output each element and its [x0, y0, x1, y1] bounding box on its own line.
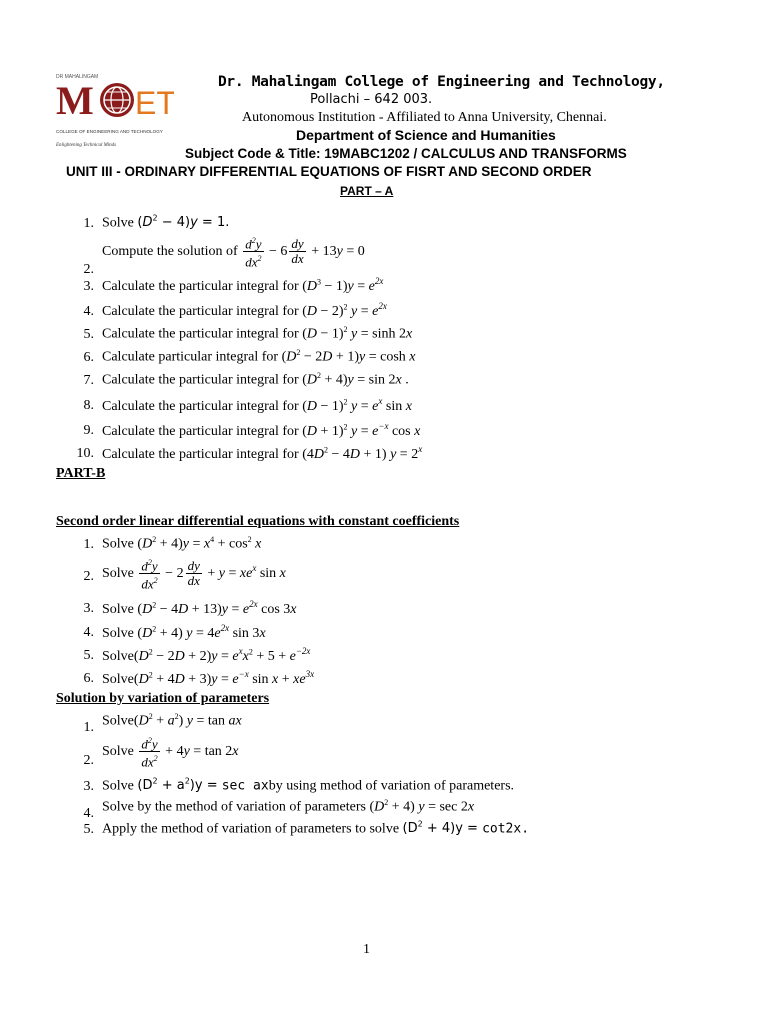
question-number: 2.	[83, 569, 94, 584]
department-name: Department of Science and Humanities	[296, 127, 556, 143]
college-logo	[54, 70, 174, 152]
question-a5: Calculate the particular integral for $(D - 1)^2$ y = sinh 2x	[102, 325, 413, 342]
logo-tagline: Enlightening Technical Minds	[56, 143, 117, 148]
question-a10: Calculate the particular integral for $(4D^2 - 4D + 1) y = 2^x$	[102, 444, 423, 462]
part-b-heading: PART-B	[56, 466, 106, 481]
question-a4: Calculate the particular integral for $(D - 2)^2$ $y = e^{2x}$	[102, 301, 387, 319]
part-a-heading: PART – A	[340, 184, 394, 198]
question-c4: Solve by the method of variation of parameters $(D^2 + 4) y = \sec 2x$	[102, 798, 475, 815]
question-number: 3.	[83, 601, 94, 616]
question-c5: Apply the method of variation of parameters to solve $(D^2 + 4)y = \cot 2x$.	[102, 820, 530, 837]
section-constant-coefficients: Second order linear differential equations with constant coefficients	[56, 514, 460, 529]
question-number: 1.	[83, 216, 94, 231]
question-number: 5.	[83, 648, 94, 663]
question-b2: Solve $\frac{d^2y}{dx^2}$ − 2 $\frac{dy}{dx}$ + $y = xe^x$ sin x	[102, 558, 286, 592]
question-a2: Compute the solution of $\frac{d^2y}{dx^2}$ − 6 $\frac{dy}{dx}$ + 13y = 0	[102, 236, 365, 270]
college-name: Dr. Mahalingam College of Engineering and Technology,	[218, 74, 665, 90]
question-b1: Solve $(D^2 + 4)y = x^4 + \cos^2 x$	[102, 535, 262, 552]
svg-text:ET: ET	[135, 85, 174, 121]
question-b4: Solve $(D^2 + 4) y = 4e^{2x}$ sin 3x	[102, 623, 266, 641]
question-number: 4.	[83, 625, 94, 640]
unit-title: UNIT III - ORDINARY DIFFERENTIAL EQUATIONS OF FISRT AND SECOND ORDER	[66, 164, 592, 179]
question-number: 5.	[83, 327, 94, 342]
svg-text:M: M	[56, 78, 94, 123]
question-number: 3.	[83, 279, 94, 294]
question-a9: Calculate the particular integral for $(D + 1)^2$ $y = e^{-x}$ cos x	[102, 421, 421, 439]
question-number: 4.	[83, 304, 94, 319]
question-a3: Calculate the particular integral for $(D^3 - 1)y = e^{2x}$	[102, 276, 384, 294]
logo-top-text: DR MAHALINGAM	[56, 74, 99, 80]
question-number: 5.	[83, 822, 94, 837]
question-number: 8.	[83, 398, 94, 413]
question-c3: Solve $(D^2 + a^2)y = \sec$ axby using method of variation of parameters.	[102, 777, 515, 794]
question-number: 6.	[83, 671, 94, 686]
college-location: Pollachi – 642 003.	[310, 92, 433, 107]
question-number: 2.	[83, 753, 94, 768]
question-number: 6.	[83, 350, 94, 365]
subject-title: Subject Code & Title: 19MABC1202 / CALCULUS AND TRANSFORMS	[185, 146, 627, 161]
question-number: 10.	[76, 446, 94, 461]
question-a7: Calculate the particular integral for $(D^2 + 4)y = \sin 2x$ .	[102, 371, 409, 388]
question-b3: Solve $(D^2 - 4D + 13)y = e^{2x}$ cos 3x	[102, 599, 297, 617]
page-number: 1	[363, 942, 370, 957]
question-a1: Solve $(D^2 - 4)y = 1$.	[102, 214, 230, 231]
question-c2: Solve $\frac{d^2y}{dx^2}$ + 4y = tan 2x	[102, 736, 239, 770]
question-b6: $Solve(D^2 + 4D + 3)y = e^{-x}$ $\sin x + xe^{3x}$	[102, 669, 315, 687]
question-number: 4.	[83, 806, 94, 821]
college-affiliation: Autonomous Institution - Affiliated to Anna University, Chennai.	[242, 110, 607, 125]
logo-sub-text: COLLEGE OF ENGINEERING AND TECHNOLOGY	[56, 129, 163, 134]
question-c1: $Solve(D^2 + a^2) y = \tan$ ax	[102, 712, 242, 729]
section-variation-of-parameters: Solution by variation of parameters	[56, 691, 270, 706]
question-number: 3.	[83, 779, 94, 794]
question-b5: $Solve(D^2 - 2D + 2)y = e^xx^2 + 5 + e^{-2x}$	[102, 646, 311, 664]
question-number: 1.	[83, 537, 94, 552]
question-number: 2.	[83, 262, 94, 277]
question-a6: Calculate particular integral for $(D^2 - 2D + 1)y = \cosh x$	[102, 348, 416, 365]
question-number: 9.	[83, 423, 94, 438]
question-number: 7.	[83, 373, 94, 388]
question-a8: Calculate the particular integral for $(D - 1)^2$ $y = e^x$ sin x	[102, 396, 412, 414]
question-number: 1.	[83, 720, 94, 735]
